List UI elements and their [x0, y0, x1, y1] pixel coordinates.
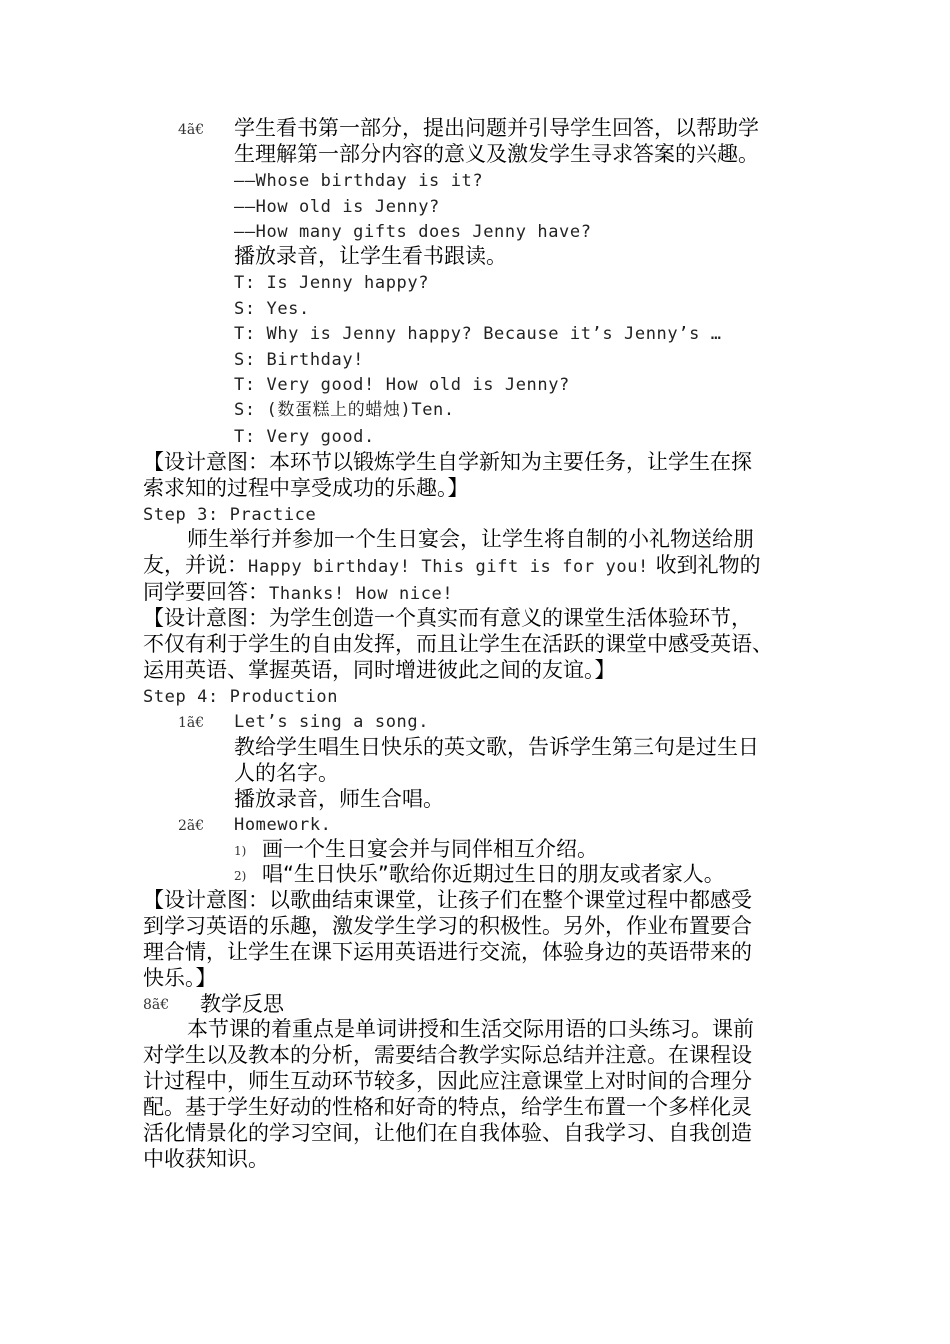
question-line: ——How many gifts does Jenny have?: [234, 222, 592, 242]
list-marker: 1ã€: [178, 715, 205, 731]
design-intent-line: 【设计意图：以歌曲结束课堂，让孩子们在整个课堂过程中都感受: [143, 888, 752, 912]
homework-item: 画一个生日宴会并与同伴相互介绍。: [262, 837, 598, 861]
list-marker: 2ã€: [178, 818, 205, 834]
dialogue-line: T: Very good.: [234, 427, 375, 447]
paragraph-line: 教给学生唱生日快乐的英文歌，告诉学生第三句是过生日: [234, 735, 759, 759]
design-intent-line: 【设计意图：本环节以锻炼学生自学新知为主要任务，让学生在探: [143, 450, 752, 474]
sub-list-marker: 1): [234, 844, 247, 858]
dialogue-line: S: Yes.: [234, 299, 310, 319]
paragraph-line: 生理解第一部分内容的意义及激发学生寻求答案的兴趣。: [234, 142, 759, 166]
list-item-title: Let’s sing a song.: [234, 712, 430, 732]
paragraph-line: 中收获知识。: [143, 1147, 269, 1171]
design-intent-line: 不仅有利于学生的自由发挥，而且让学生在活跃的课堂中感受英语、: [143, 632, 773, 656]
paragraph-line: 人的名字。: [234, 761, 339, 785]
text-run: Happy birthday! This gift is for you!: [248, 557, 649, 577]
paragraph-line: [143, 579, 453, 607]
dialogue-line: T: Why is Jenny happy? Because it’s Jenny’s …: [234, 324, 722, 344]
section-heading: 教学反思: [200, 992, 284, 1016]
text-run: 同学要回答：: [143, 580, 269, 604]
text-run: Thanks! How nice!: [269, 584, 454, 604]
paragraph-line: 学生看书第一部分，提出问题并引导学生回答，以帮助学: [234, 116, 759, 140]
question-line: ——Whose birthday is it?: [234, 171, 484, 191]
paragraph-line: 师生举行并参加一个生日宴会，让学生将自制的小礼物送给朋: [187, 527, 754, 551]
sub-list-marker: 2): [234, 869, 247, 883]
design-intent-line: 到学习英语的乐趣，激发学生学习的积极性。另外，作业布置要合: [143, 914, 752, 938]
paragraph-line: 配。基于学生好动的性格和好奇的特点，给学生布置一个多样化灵: [143, 1095, 752, 1119]
dialogue-line: T: Very good! How old is Jenny?: [234, 375, 570, 395]
section-marker: 8ã€: [143, 997, 170, 1013]
list-item-title: Homework.: [234, 815, 332, 835]
design-intent-line: 【设计意图：为学生创造一个真实而有意义的课堂生活体验环节，: [143, 606, 752, 630]
step-heading: Step 3: Practice: [143, 505, 317, 525]
paragraph-line: 播放录音，师生合唱。: [234, 787, 444, 811]
step-heading: Step 4: Production: [143, 687, 339, 707]
dialogue-line: S: (数蛋糕上的蜡烛)Ten.: [234, 400, 455, 420]
question-line: ——How old is Jenny?: [234, 197, 440, 217]
dialogue-line: S: Birthday!: [234, 350, 365, 370]
paragraph-line: 计过程中，师生互动环节较多，因此应注意课堂上对时间的合理分: [143, 1069, 752, 1093]
paragraph-line: [143, 552, 761, 580]
text-run: 收到礼物的: [648, 553, 761, 577]
dialogue-line: T: Is Jenny happy?: [234, 273, 430, 293]
paragraph-line: 对学生以及教本的分析，需要结合教学实际总结并注意。在课程设: [143, 1043, 752, 1067]
paragraph-line: 活化情景化的学习空间，让他们在自我体验、自我学习、自我创造: [143, 1121, 752, 1145]
paragraph-line: 播放录音，让学生看书跟读。: [234, 244, 507, 268]
paragraph-line: 本节课的着重点是单词讲授和生活交际用语的口头练习。课前: [187, 1017, 754, 1041]
homework-item: 唱“生日快乐”歌给你近期过生日的朋友或者家人。: [262, 862, 725, 886]
design-intent-line: 索求知的过程中享受成功的乐趣。】: [143, 476, 469, 500]
list-marker: 4ã€: [178, 122, 205, 138]
design-intent-line: 理合情，让学生在课下运用英语进行交流，体验身边的英语带来的: [143, 940, 752, 964]
design-intent-line: 运用英语、掌握英语，同时增进彼此之间的友谊。】: [143, 658, 616, 682]
design-intent-line: 快乐。】: [143, 966, 217, 990]
text-run: 友，并说：: [143, 553, 248, 577]
